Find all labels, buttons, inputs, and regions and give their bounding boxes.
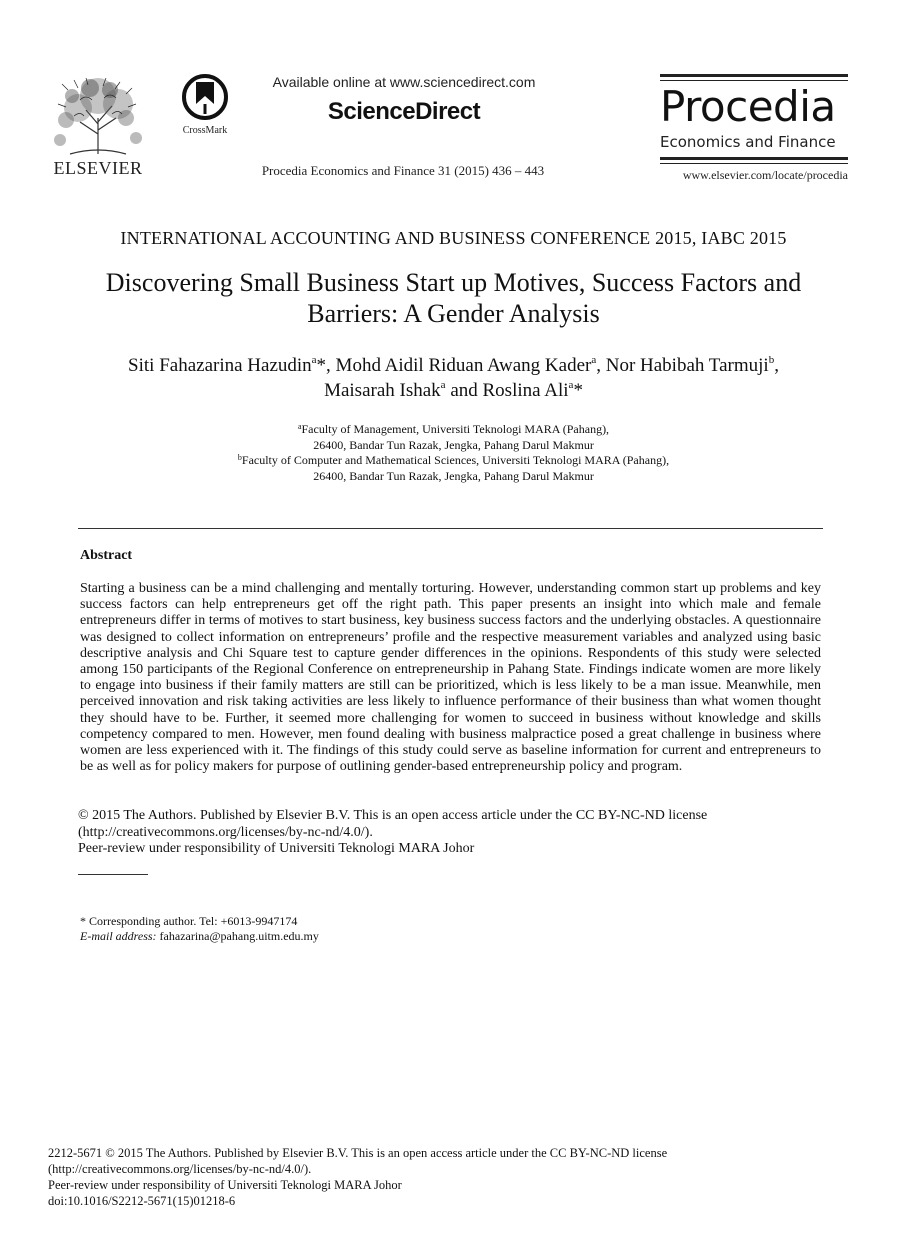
journal-subtitle: Economics and Finance [660, 133, 836, 151]
crossmark-badge[interactable] [176, 74, 234, 134]
author-name: Nor Habibah Tarmuji [605, 355, 769, 376]
email-address[interactable]: fahazarina@pahang.uitm.edu.my [159, 929, 319, 943]
license-line-1: © 2015 The Authors. Published by Elsevier B.V. This is an open access article under the CC BY-NC-ND license [78, 808, 708, 823]
email-label: E-mail address: [80, 929, 157, 943]
affiliation-b-line-2: 26400, Bandar Tun Razak, Jengka, Pahang Darul Makmur [313, 468, 594, 483]
author-name: Roslina Ali [482, 380, 569, 401]
author-line-1 [60, 353, 847, 378]
elsevier-tree-icon [50, 74, 146, 156]
affiliation-text: Faculty of Management, Universiti Teknologi MARA (Pahang), [301, 422, 610, 436]
title-line-1: Discovering Small Business Start up Motives, Success Factors and [105, 268, 802, 297]
top-double-rule [660, 74, 848, 81]
corresponding-author-note [80, 914, 319, 944]
elsevier-wordmark: ELSEVIER [53, 158, 143, 178]
license-notice [78, 808, 823, 858]
corresponding-tel: * Corresponding author. Tel: +6013-9947174 [80, 914, 298, 928]
crossmark-icon [181, 74, 229, 120]
license-link[interactable]: (http://creativecommons.org/licenses/by-nc-nd/4.0/). [78, 824, 373, 840]
author-affiliation-mark: a [568, 379, 574, 391]
corresponding-email-line [80, 929, 319, 944]
affiliations [60, 422, 847, 484]
section-divider [78, 528, 823, 529]
page-footer [48, 1145, 848, 1209]
journal-title: Procedia [660, 82, 836, 131]
elsevier-logo [50, 74, 146, 178]
author-affiliation-mark: b [768, 354, 775, 366]
author-line-2 [60, 378, 847, 403]
peer-review-line: Peer-review under responsibility of Universiti Teknologi MARA Johor [78, 841, 475, 856]
footer-doi[interactable]: doi:10.1016/S2212-5671(15)01218-6 [48, 1194, 236, 1208]
footnote-divider [78, 874, 148, 875]
author-name: Maisarah Ishak [324, 380, 441, 401]
footer-license-link[interactable]: (http://creativecommons.org/licenses/by-nc-nd/4.0/). [48, 1162, 312, 1176]
affiliation-mark: b [237, 453, 242, 462]
author-separator: * [573, 380, 583, 401]
author-separator: , [774, 355, 779, 376]
available-online-text: Available online at www.sciencedirect.com [272, 74, 536, 90]
footer-peer-review: Peer-review under responsibility of Universiti Teknologi MARA Johor [48, 1178, 402, 1192]
abstract-heading: Abstract [80, 548, 133, 563]
affiliation-b-line-1 [60, 453, 847, 469]
author-affiliation-mark: a [591, 354, 597, 366]
sciencedirect-wordmark: ScienceDirect [327, 98, 481, 125]
affiliation-mark: a [297, 422, 302, 431]
affiliation-a-line-2: 26400, Bandar Tun Razak, Jengka, Pahang Darul Makmur [313, 437, 594, 452]
paper-title [60, 267, 847, 329]
author-name: Siti Fahazarina Hazudin [128, 355, 312, 376]
title-line-2: Barriers: A Gender Analysis [307, 299, 600, 328]
journal-url[interactable]: www.elsevier.com/locate/procedia [682, 168, 848, 182]
affiliation-text: Faculty of Computer and Mathematical Sciences, Universiti Teknologi MARA (Pahang), [241, 453, 670, 467]
author-separator: , [596, 355, 606, 376]
affiliation-a-line-1 [60, 422, 847, 438]
author-list [60, 353, 847, 403]
author-separator: and [445, 380, 483, 401]
journal-brand [660, 74, 848, 183]
journal-reference: Procedia Economics and Finance 31 (2015) 436 – 443 [261, 163, 545, 178]
crossmark-label: CrossMark [182, 125, 228, 136]
author-affiliation-mark: a [440, 379, 446, 391]
footer-issn-line: 2212-5671 © 2015 The Authors. Published by Elsevier B.V. This is an open access article under the CC BY-NC-ND license [48, 1146, 668, 1160]
author-affiliation-mark: a [311, 354, 317, 366]
author-separator: *, [316, 355, 336, 376]
abstract-body: Starting a business can be a mind challenging and mentally torturing. However, understanding common start up problems and key success factors can help entrepreneurs get off the right path. This paper presents an insight into which male and female entrepreneurs differ in terms of motives to start business, key business success factors and the underlying obstacles. A questionnaire was designed to collect information on entrepreneurs’ profile and the respective measurement variables and analyzed using basic descriptive analysis and Chi Square test to capture gender differences in the opinions. Respondents of this study were selected among 150 participants of the Regional Conference on entrepreneurship in Pahang State. Findings indicate women are more likely to engage into business if their family matters are still can be prioritized, which is less likely to be a man issue. Meanwhile, men perceived innovation and risk taking activities are less likely to influence performance of their business than what women thought they should have to be. Further, it seemed more challenging for women to succeed in business without knowledge and skills competency compared to men. However, men found dealing with business malpractice posed a great challenge in business where women are less experienced with it. The findings of this study could serve as baseline information for current and entrepreneurs to be as well as for policy makers for purpose of outlining gender-based entrepreneurship policy and program. [80, 581, 821, 775]
bottom-double-rule [660, 157, 848, 164]
author-name: Mohd Aidil Riduan Awang Kader [335, 355, 592, 376]
conference-name: INTERNATIONAL ACCOUNTING AND BUSINESS CONFERENCE 2015, IABC 2015 [120, 228, 787, 248]
